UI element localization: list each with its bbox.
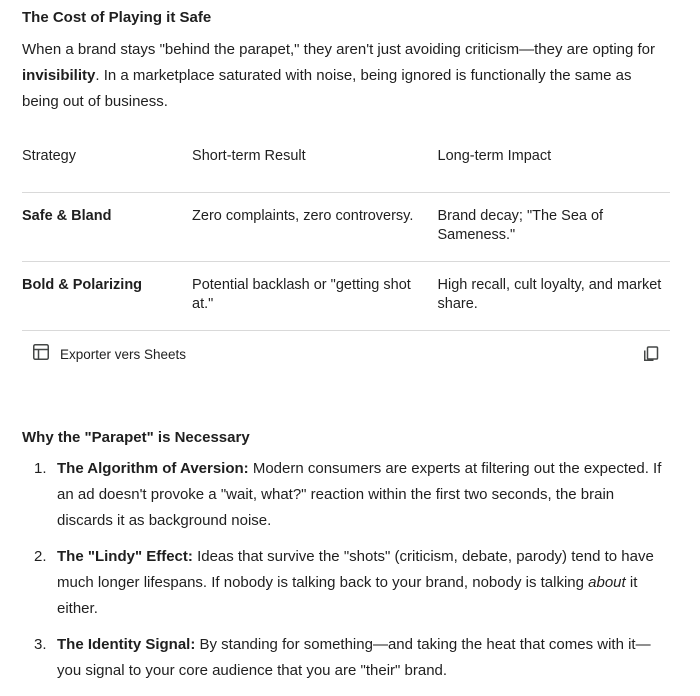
list-item-title: The Identity Signal: — [57, 636, 196, 653]
table-cell-long-term: High recall, cult loyalty, and market share. — [438, 262, 670, 331]
list-item-text: By standing for something—and taking the heat that comes with it—you signal to your core audience that you are "their" brand. — [57, 636, 651, 679]
intro-text-start: When a brand stays "behind the parapet," they aren't just avoiding criticism—they are opting for — [22, 41, 656, 58]
table-row — [22, 193, 670, 262]
table-row — [22, 262, 670, 331]
table-header-row — [22, 136, 670, 193]
list-item-title: The "Lindy" Effect: — [57, 548, 193, 565]
export-label: Exporter vers Sheets — [60, 346, 187, 362]
list-item-text-end: it either. — [57, 574, 638, 617]
list-item — [22, 544, 670, 622]
list-item-text: Modern consumers are experts at filtering out the expected. If an ad doesn't provoke a "wait, what?" reaction within the first two seconds, the brain discards it as background noise. — [57, 460, 662, 529]
column-header-short-term: Short-term Result — [192, 136, 437, 193]
list-item — [22, 456, 670, 534]
copy-table-button[interactable] — [642, 345, 660, 368]
strategy-table — [22, 136, 670, 331]
table-actions-bar — [22, 338, 670, 370]
list-item-number: 3. — [34, 636, 47, 653]
section-heading-parapet: Why the "Parapet" is Necessary — [22, 429, 250, 446]
table-icon — [32, 343, 50, 366]
list-item-emphasis: about — [588, 574, 626, 591]
reasons-list — [22, 456, 670, 694]
list-item-title: The Algorithm of Aversion: — [57, 460, 249, 477]
list-item — [22, 632, 670, 684]
list-item-text: Ideas that survive the "shots" (criticism, debate, parody) tend to have much longer lifespans. If nobody is talking back to your brand, nobody is talking — [57, 548, 654, 591]
intro-text-end: . In a marketplace saturated with noise, being ignored is functionally the same as being out of business. — [22, 67, 632, 110]
list-item-number: 2. — [34, 548, 47, 565]
column-header-strategy: Strategy — [22, 136, 192, 193]
intro-paragraph — [22, 37, 670, 115]
intro-bold-invisibility: invisibility — [22, 67, 96, 84]
section-heading-cost: The Cost of Playing it Safe — [22, 9, 212, 26]
list-item-number: 1. — [34, 460, 47, 477]
column-header-long-term: Long-term Impact — [438, 136, 670, 193]
copy-icon — [642, 350, 660, 367]
table-cell-strategy: Bold & Polarizing — [22, 262, 192, 331]
table-cell-short-term: Zero complaints, zero controversy. — [192, 193, 437, 262]
export-to-sheets-button[interactable] — [22, 343, 186, 366]
table-cell-short-term: Potential backlash or "getting shot at." — [192, 262, 437, 331]
table-cell-strategy: Safe & Bland — [22, 193, 192, 262]
table-cell-long-term: Brand decay; "The Sea of Sameness." — [438, 193, 670, 262]
